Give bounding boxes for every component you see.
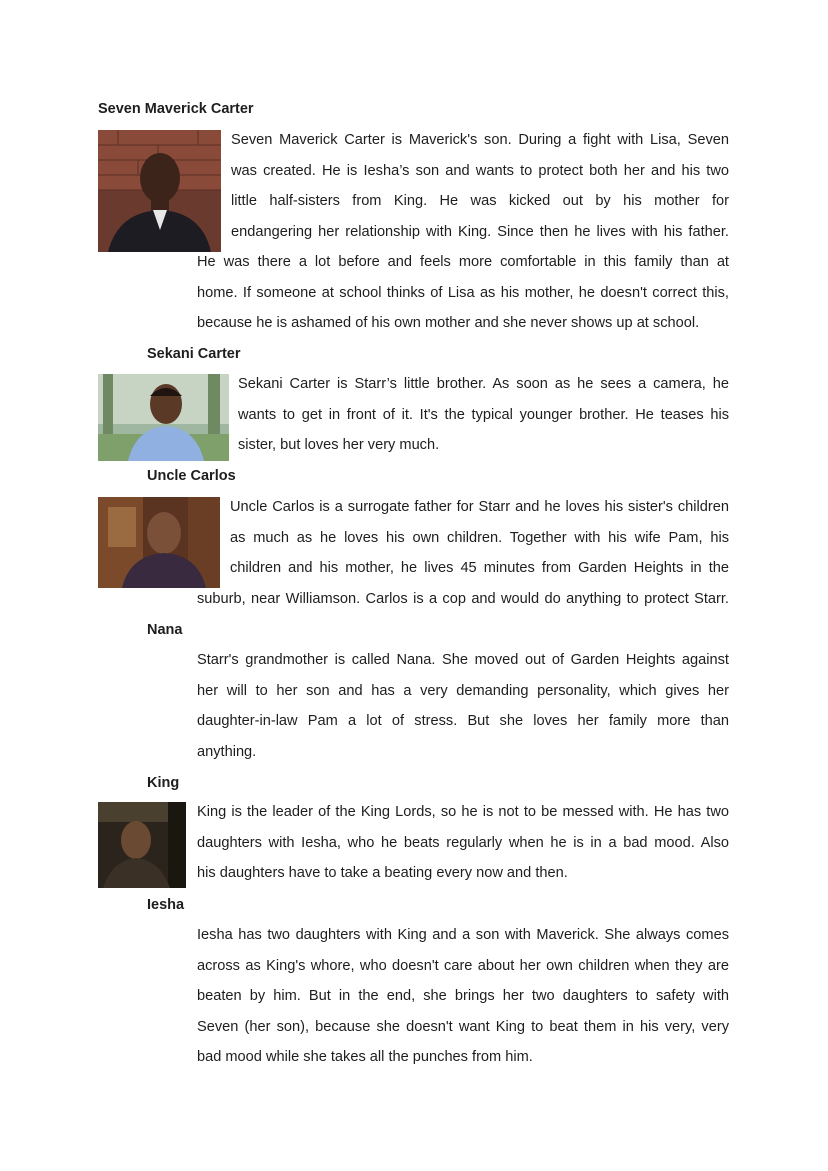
- paragraph-line: Starr's grandmother is called Nana. She moved out of Garden Heights against: [197, 652, 729, 668]
- paragraph-line: daughters with Iesha, who he beats regularly when he is in a bad mood. Also: [197, 834, 729, 851]
- character-name-king: King: [147, 775, 180, 791]
- paragraph-line: across as King's whore, who doesn't care about her own children when they are: [197, 957, 729, 974]
- portrait-sekani-photo: [98, 374, 229, 461]
- character-name-carlos: Uncle Carlos: [147, 468, 236, 484]
- paragraph-line: beaten by him. But in the end, she brings her two daughters to safety with: [197, 988, 729, 1004]
- portrait-king-photo: [98, 802, 186, 888]
- paragraph-line: sister, but loves her very much.: [238, 437, 440, 453]
- paragraph-line: Seven Maverick Carter is Maverick's son. During a fight with Lisa, Seven: [231, 132, 729, 148]
- paragraph-line: Sekani Carter is Starr’s little brother. As soon as he sees a camera, he: [238, 376, 729, 392]
- paragraph-line: bad mood while she takes all the punches from him.: [197, 1049, 533, 1065]
- paragraph-line: as much as he loves his own children. Together with his wife Pam, his: [230, 529, 729, 546]
- paragraph-line: Seven (her son), because she doesn't want King to beat them in his very, very: [197, 1018, 729, 1035]
- character-name-iesha: Iesha: [147, 897, 185, 913]
- paragraph-line: He was there a lot before and feels more comfortable in this family than at: [197, 254, 729, 270]
- paragraph-line: children and his mother, he lives 45 minutes from Garden Heights in the: [230, 560, 729, 576]
- portrait-carlos-photo: [98, 497, 220, 588]
- paragraph-line: her will to her son and has a very demanding personality, which gives her: [197, 682, 729, 699]
- paragraph-line: Iesha has two daughters with King and a son with Maverick. She always comes: [197, 927, 729, 943]
- paragraph-line: anything.: [197, 743, 257, 760]
- character-name-nana: Nana: [147, 622, 183, 638]
- paragraph-line: Uncle Carlos is a surrogate father for Starr and he loves his sister's children: [230, 499, 729, 515]
- paragraph-line: endangering her relationship with King. Since then he lives with his father.: [231, 223, 729, 240]
- paragraph-line: was created. He is Iesha’s son and wants to protect both her and his two: [231, 162, 729, 179]
- paragraph-line: little half-sisters from King. He was kicked out by his mother for: [231, 193, 729, 209]
- paragraph-line: wants to get in front of it. It's the typical younger brother. He teases his: [238, 406, 729, 423]
- paragraph-line: home. If someone at school thinks of Lisa as his mother, he doesn't correct this,: [197, 284, 729, 301]
- character-name-sekani: Sekani Carter: [147, 346, 241, 362]
- paragraph-line: King is the leader of the King Lords, so he is not to be messed with. He has two: [197, 804, 729, 820]
- portrait-seven-photo: [98, 130, 221, 252]
- paragraph-line: his daughters have to take a beating every now and then.: [197, 865, 568, 881]
- paragraph-line: because he is ashamed of his own mother and she never shows up at school.: [197, 315, 700, 331]
- paragraph-line: suburb, near Williamson. Carlos is a cop and would do anything to protect Starr.: [197, 591, 729, 607]
- character-name-seven: Seven Maverick Carter: [98, 101, 254, 117]
- paragraph-line: daughter-in-law Pam a lot of stress. But she loves her family more than: [197, 713, 729, 729]
